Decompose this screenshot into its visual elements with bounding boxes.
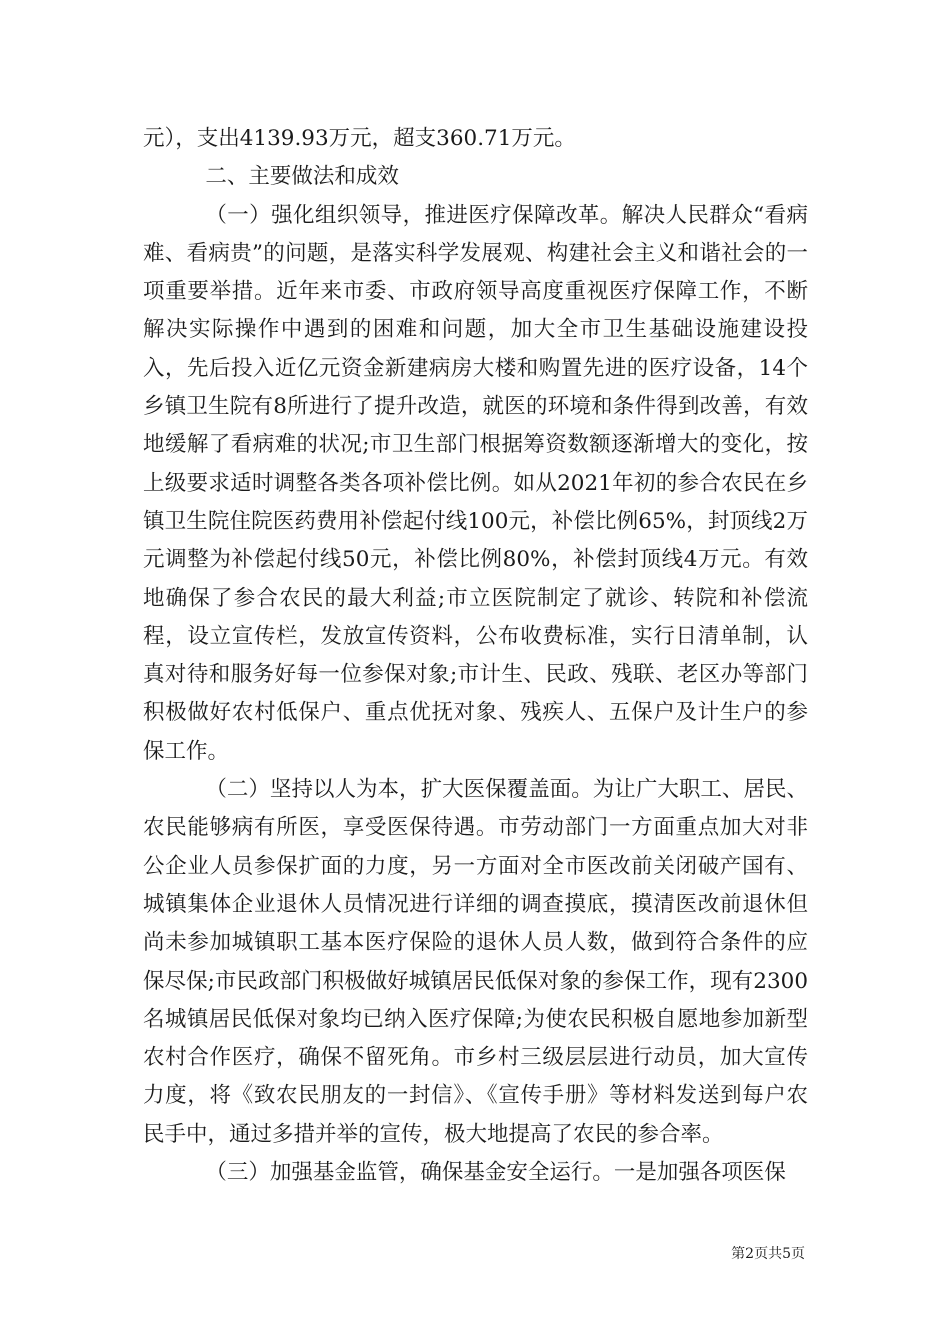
paragraph-2: （二）坚持以人为本，扩大医保覆盖面。为让广大职工、居民、农民能够病有所医，享受医保待遇。市劳动部门一方面重点加大对非公企业人员参保扩面的力度，另一方面对全市医改前关闭破产国有、城镇集体企业退休人员情况进行详细的调查摸底，摸清医改前退休但尚未参加城镇职工基本医疗保险的退休人员人数，做到符合条件的应保尽保;市民政部门积极做好城镇居民低保对象的参保工作，现有2300名城镇居民低保对象均已纳入医疗保障;为使农民积极自愿地参加新型农村合作医疗，确保不留死角。市乡村三级层层进行动员，加大宣传力度，将《致农民朋友的一封信》、《宣传手册》等材料发送到每户农民手中，通过多措并举的宣传，极大地提高了农民的参合率。 — [143, 777, 808, 1147]
document-body — [143, 120, 808, 1192]
paragraph-1: （一）强化组织领导，推进医疗保障改革。解决人民群众“看病难、看病贵”的问题，是落实科学发展观、构建社会主义和谐社会的一项重要举措。近年来市委、市政府领导高度重视医疗保障工作，不断解决实际操作中遇到的困难和问题，加大全市卫生基础设施建设投入，先后投入近亿元资金新建病房大楼和购置先进的医疗设备，14个乡镇卫生院有8所进行了提升改造，就医的环境和条件得到改善，有效地缓解了看病难的状况;市卫生部门根据筹资数额逐渐增大的变化，按上级要求适时调整各类各项补偿比例。如从2021年初的参合农民在乡镇卫生院住院医药费用补偿起付线100元，补偿比例65%，封顶线2万元调整为补偿起付线50元，补偿比例80%，补偿封顶线4万元。有效地确保了参合农民的最大利益;市立医院制定了就诊、转院和补偿流程，设立宣传栏，发放宣传资料，公布收费标准，实行日清单制，认真对待和服务好每一位参保对象;市计生、民政、残联、老区办等部门积极做好农村低保户、重点优抚对象、残疾人、五保户及计生户的参保工作。 — [143, 202, 808, 764]
page-number: 第2页共5页 — [731, 1246, 805, 1262]
section-heading: 二、主要做法和成效 — [205, 164, 399, 190]
paragraph-3: （三）加强基金监管，确保基金安全运行。一是加强各项医保 — [205, 1160, 786, 1186]
paragraph-continuation: 元），支出4139.93万元，超支360.71万元。 — [143, 126, 576, 151]
